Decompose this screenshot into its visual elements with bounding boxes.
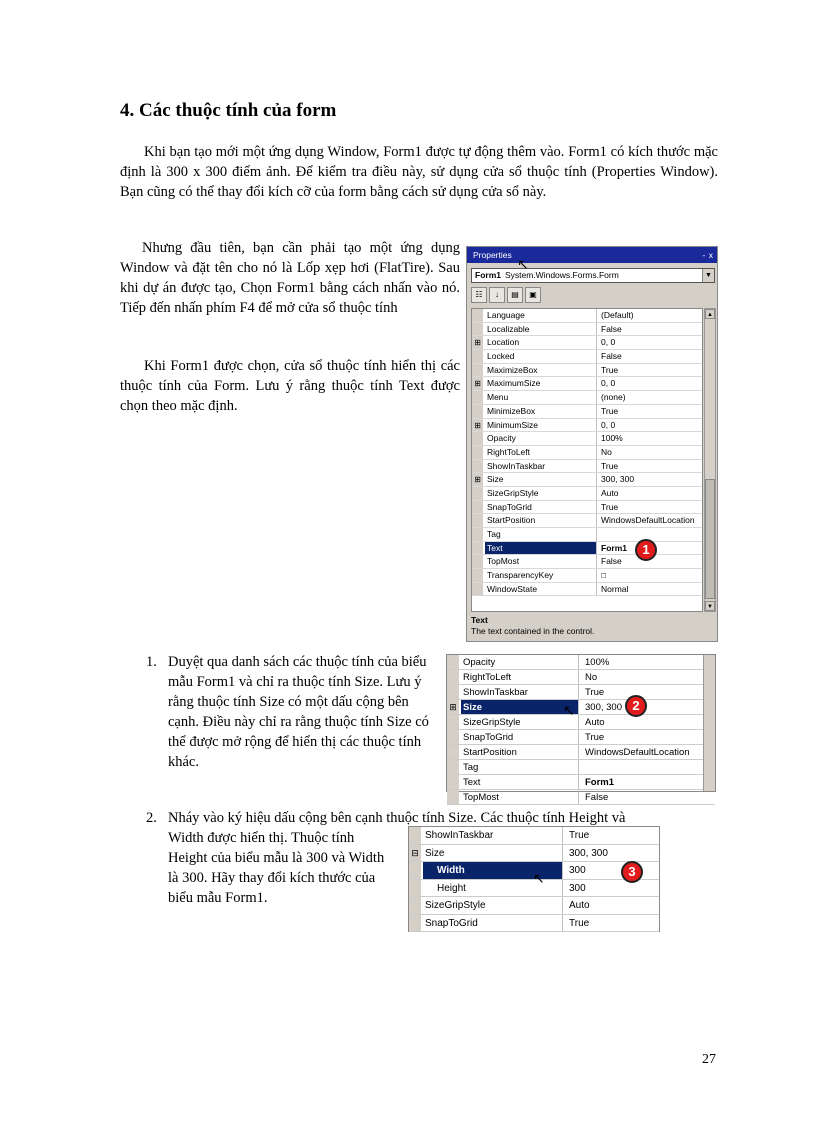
expand-plus-icon[interactable]: ⊞ bbox=[472, 377, 483, 390]
property-name: TopMost bbox=[485, 555, 597, 568]
property-name: Size bbox=[485, 473, 597, 486]
description-title: Text bbox=[471, 615, 488, 625]
property-name: Height bbox=[423, 880, 563, 897]
property-name: ShowInTaskbar bbox=[423, 827, 563, 844]
property-name: MaximizeBox bbox=[485, 364, 597, 377]
property-grid-scrollbar[interactable] bbox=[704, 308, 716, 612]
row-gutter bbox=[409, 897, 421, 914]
object-type: System.Windows.Forms.Form bbox=[504, 270, 619, 280]
section-heading: 4. Các thuộc tính của form bbox=[120, 100, 337, 121]
property-value[interactable]: WindowsDefaultLocation bbox=[585, 747, 690, 758]
row-gutter bbox=[472, 542, 483, 555]
property-row-size[interactable] bbox=[447, 700, 715, 715]
list-number: 1. bbox=[146, 654, 157, 670]
property-row-righttoleft[interactable] bbox=[472, 446, 702, 460]
scroll-thumb[interactable] bbox=[705, 479, 715, 599]
row-gutter bbox=[447, 730, 459, 744]
property-value[interactable]: 300, 300 bbox=[569, 847, 608, 859]
property-value[interactable]: True bbox=[585, 687, 605, 698]
property-value[interactable]: 0, 0 bbox=[601, 337, 616, 348]
property-row-location[interactable] bbox=[472, 336, 702, 350]
property-row-windowstate[interactable] bbox=[472, 583, 702, 597]
property-row-text[interactable] bbox=[472, 542, 702, 556]
expand-plus-icon[interactable]: ⊞ bbox=[472, 419, 483, 432]
events-icon[interactable]: ▣ bbox=[525, 287, 541, 303]
properties-toolbar bbox=[471, 287, 571, 305]
property-name: Location bbox=[485, 336, 597, 349]
row-gutter bbox=[472, 514, 483, 527]
row-gutter bbox=[447, 715, 459, 729]
property-name: Locked bbox=[485, 350, 597, 363]
property-row-minimumsize[interactable] bbox=[472, 419, 702, 433]
collapse-minus-icon[interactable]: ⊟ bbox=[409, 845, 421, 862]
property-row-menu[interactable] bbox=[472, 391, 702, 405]
property-name: StartPosition bbox=[461, 745, 579, 759]
row-gutter bbox=[409, 862, 421, 879]
property-row-localizable[interactable] bbox=[472, 323, 702, 337]
callout-marker-2: 2 bbox=[625, 695, 647, 717]
row-gutter bbox=[447, 790, 459, 804]
property-value[interactable]: No bbox=[585, 672, 598, 683]
property-row-sizegripstyle[interactable] bbox=[447, 715, 715, 730]
properties-titlebar bbox=[467, 247, 717, 263]
property-row-snaptogrid[interactable] bbox=[409, 915, 659, 933]
list-text-line1: Nháy vào ký hiệu dấu cộng bên cạnh thuộc tính Size. Các thuộc tính Height và bbox=[168, 810, 626, 826]
property-name: ShowInTaskbar bbox=[485, 460, 597, 473]
property-value[interactable]: Auto bbox=[585, 717, 605, 728]
property-value[interactable]: True bbox=[569, 917, 590, 929]
row-gutter bbox=[472, 460, 483, 473]
property-name: Localizable bbox=[485, 323, 597, 336]
property-row-startposition[interactable] bbox=[472, 514, 702, 528]
property-row-topmost[interactable] bbox=[472, 555, 702, 569]
property-value[interactable]: No bbox=[601, 446, 612, 457]
window-controls[interactable]: - x bbox=[702, 250, 713, 260]
property-row-showintaskbar[interactable] bbox=[447, 685, 715, 700]
row-gutter bbox=[472, 364, 483, 377]
expand-plus-icon[interactable]: ⊞ bbox=[472, 336, 483, 349]
properties-window bbox=[466, 246, 718, 642]
property-row-righttoleft[interactable] bbox=[447, 670, 715, 685]
property-name: SnapToGrid bbox=[461, 730, 579, 744]
row-gutter bbox=[409, 915, 421, 932]
property-row-maximumsize[interactable] bbox=[472, 377, 702, 391]
expand-plus-icon[interactable]: ⊞ bbox=[447, 700, 459, 714]
property-row-topmost[interactable] bbox=[447, 790, 715, 805]
row-gutter bbox=[472, 309, 483, 322]
callout-marker-1: 1 bbox=[635, 539, 657, 561]
property-value[interactable]: (none) bbox=[601, 392, 626, 403]
property-name: MinimumSize bbox=[485, 419, 597, 432]
row-gutter bbox=[409, 827, 421, 844]
property-name: Text bbox=[461, 775, 579, 789]
property-name: SnapToGrid bbox=[423, 915, 563, 932]
list-number: 2. bbox=[146, 810, 157, 826]
property-name: MaximumSize bbox=[485, 377, 597, 390]
property-row-text[interactable] bbox=[447, 775, 715, 790]
property-value[interactable]: (Default) bbox=[601, 310, 634, 320]
property-row-snaptogrid[interactable] bbox=[447, 730, 715, 745]
alphabetical-icon[interactable]: ↓ bbox=[489, 287, 505, 303]
property-value[interactable]: 0, 0 bbox=[601, 419, 616, 430]
expand-plus-icon[interactable]: ⊞ bbox=[472, 473, 483, 486]
property-value[interactable]: WindowsDefaultLocation bbox=[601, 515, 695, 526]
property-value[interactable]: True bbox=[585, 732, 605, 743]
property-row-locked[interactable] bbox=[472, 350, 702, 364]
list-text-rest: Width được hiển thị. Thuộc tính Height của biểu mẫu là 300 và Width là 300. Hãy thay đổi kích thước của biểu mẫu Form1. bbox=[168, 830, 385, 906]
object-selector[interactable] bbox=[471, 268, 715, 283]
page-number: 27 bbox=[702, 1052, 716, 1067]
chevron-down-icon[interactable]: ▼ bbox=[702, 269, 714, 282]
categorized-icon[interactable]: ☷ bbox=[471, 287, 487, 303]
property-value[interactable]: False bbox=[601, 323, 622, 334]
property-name: SizeGripStyle bbox=[485, 487, 597, 500]
row-gutter bbox=[472, 569, 483, 582]
property-name: Opacity bbox=[461, 655, 579, 669]
property-name: Opacity bbox=[485, 432, 597, 445]
property-name: ShowInTaskbar bbox=[461, 685, 579, 699]
property-value[interactable]: 100% bbox=[585, 657, 610, 668]
property-row-sizegripstyle[interactable] bbox=[409, 897, 659, 915]
row-gutter bbox=[472, 432, 483, 445]
property-value[interactable]: 300, 300 bbox=[601, 474, 635, 485]
property-value[interactable]: 300 bbox=[569, 865, 586, 876]
property-row-language[interactable] bbox=[472, 309, 702, 323]
property-name: RightToLeft bbox=[485, 446, 597, 459]
mouse-cursor-icon: ↖ bbox=[563, 703, 575, 719]
property-value[interactable]: True bbox=[601, 460, 619, 471]
row-gutter bbox=[472, 487, 483, 500]
scroll-down-icon[interactable]: ▼ bbox=[705, 601, 715, 611]
property-row-showintaskbar[interactable] bbox=[409, 827, 659, 845]
property-value[interactable]: True bbox=[601, 364, 619, 375]
row-gutter bbox=[409, 880, 421, 897]
paragraph-form-selected: Khi Form1 được chọn, cửa sổ thuộc tính hiển thị các thuộc tính của Form. Lưu ý rằng thuộc tính Text được chọn theo mặc định. bbox=[120, 358, 460, 414]
property-name: TopMost bbox=[461, 790, 579, 804]
property-value[interactable]: 0, 0 bbox=[601, 378, 616, 389]
row-gutter bbox=[472, 350, 483, 363]
property-name: Tag bbox=[461, 760, 579, 774]
snippet-grid bbox=[447, 655, 715, 805]
property-value[interactable]: Auto bbox=[601, 487, 619, 498]
property-row-tag[interactable] bbox=[447, 760, 715, 775]
description-text: The text contained in the control. bbox=[471, 626, 595, 636]
property-value[interactable]: 100% bbox=[601, 433, 623, 444]
property-name: SizeGripStyle bbox=[461, 715, 579, 729]
property-value[interactable]: False bbox=[585, 792, 609, 803]
scroll-up-icon[interactable]: ▲ bbox=[705, 309, 715, 319]
property-name: Language bbox=[485, 309, 597, 322]
property-name: Menu bbox=[485, 391, 597, 404]
property-grid bbox=[471, 308, 703, 612]
property-value[interactable]: □ bbox=[601, 570, 607, 581]
row-gutter bbox=[447, 655, 459, 669]
object-name: Form1 bbox=[475, 270, 501, 280]
property-name: WindowState bbox=[485, 583, 597, 596]
property-name: Size bbox=[423, 845, 563, 862]
property-value[interactable]: False bbox=[601, 351, 622, 362]
property-description bbox=[471, 615, 715, 639]
paragraph-create-app: Nhưng đầu tiên, bạn cần phải tạo một ứng dụng Window và đặt tên cho nó là Lốp xẹp hơi (FlatTire). Sau khi dự án được tạo, Chọn Form1 bằng cách nhấn vào nó. Tiếp đến nhấn phím F4 để mở cửa sổ thuộc tính bbox=[120, 240, 460, 316]
property-row-minimizebox[interactable] bbox=[472, 405, 702, 419]
row-gutter bbox=[472, 501, 483, 514]
row-gutter bbox=[472, 446, 483, 459]
list-text: Duyệt qua danh sách các thuộc tính của biểu mẫu Form1 và chỉ ra thuộc tính Size. Lưu ý rằng thuộc tính Size có một dấu cộng bên cạnh. Điều này chỉ ra rằng thuộc tính Size có thể được mở rộng để hiển thị các thuộc tính khác. bbox=[168, 654, 429, 770]
property-row-tag[interactable] bbox=[472, 528, 702, 542]
property-name: Width bbox=[423, 862, 563, 879]
property-row-opacity[interactable] bbox=[447, 655, 715, 670]
property-row-snaptogrid[interactable] bbox=[472, 501, 702, 515]
property-name: TransparencyKey bbox=[485, 569, 597, 582]
property-value[interactable]: True bbox=[601, 405, 619, 416]
property-name: StartPosition bbox=[485, 514, 597, 527]
property-row-maximizebox[interactable] bbox=[472, 364, 702, 378]
property-name: Size bbox=[461, 700, 579, 714]
row-gutter bbox=[472, 528, 483, 541]
property-name: MinimizeBox bbox=[485, 405, 597, 418]
row-gutter bbox=[447, 670, 459, 684]
property-name: Text bbox=[485, 542, 597, 555]
property-value[interactable]: 300 bbox=[569, 882, 586, 894]
property-row-showintaskbar[interactable] bbox=[472, 460, 702, 474]
property-row-startposition[interactable] bbox=[447, 745, 715, 760]
property-name: SnapToGrid bbox=[485, 501, 597, 514]
property-value[interactable]: Auto bbox=[569, 900, 590, 911]
property-value[interactable]: False bbox=[601, 556, 622, 567]
property-row-opacity[interactable] bbox=[472, 432, 702, 446]
row-gutter bbox=[447, 760, 459, 774]
property-value[interactable]: True bbox=[569, 830, 590, 841]
row-gutter bbox=[447, 775, 459, 789]
property-name: SizeGripStyle bbox=[423, 897, 563, 914]
snippet-scrollbar bbox=[703, 655, 715, 791]
property-row-size[interactable] bbox=[472, 473, 702, 487]
properties-title: Properties bbox=[473, 250, 512, 260]
mouse-cursor-icon: ↖ bbox=[517, 257, 529, 273]
property-name: Tag bbox=[485, 528, 597, 541]
row-gutter bbox=[472, 405, 483, 418]
row-gutter bbox=[472, 583, 483, 596]
property-value[interactable]: 300, 300 bbox=[585, 702, 622, 713]
size-expanded-snippet bbox=[408, 826, 660, 932]
property-name: RightToLeft bbox=[461, 670, 579, 684]
properties-icon[interactable]: ▤ bbox=[507, 287, 523, 303]
row-gutter bbox=[447, 745, 459, 759]
paragraph-intro: Khi bạn tạo mới một ứng dụng Window, Form1 được tự động thêm vào. Form1 có kích thước mặc định là 300 x 300 điểm ảnh. Để kiểm tra điều này, sử dụng cửa sổ thuộc tính (Properties Window). Bạn cũng có thể thay đổi kích cỡ của form bằng cách sử dụng cửa sổ này. bbox=[120, 144, 718, 200]
mouse-cursor-icon: ↖ bbox=[533, 871, 545, 887]
row-gutter bbox=[472, 555, 483, 568]
property-value[interactable]: True bbox=[601, 501, 619, 512]
size-property-snippet bbox=[446, 654, 716, 803]
property-row-size[interactable] bbox=[409, 845, 659, 863]
row-gutter bbox=[472, 391, 483, 404]
property-value[interactable]: Form1 bbox=[601, 542, 627, 553]
property-row-transparencykey[interactable] bbox=[472, 569, 702, 583]
row-gutter bbox=[447, 685, 459, 699]
property-value[interactable]: Form1 bbox=[585, 777, 615, 788]
callout-marker-3: 3 bbox=[621, 861, 643, 883]
property-value[interactable]: Normal bbox=[601, 583, 629, 594]
row-gutter bbox=[472, 323, 483, 336]
property-row-sizegripstyle[interactable] bbox=[472, 487, 702, 501]
